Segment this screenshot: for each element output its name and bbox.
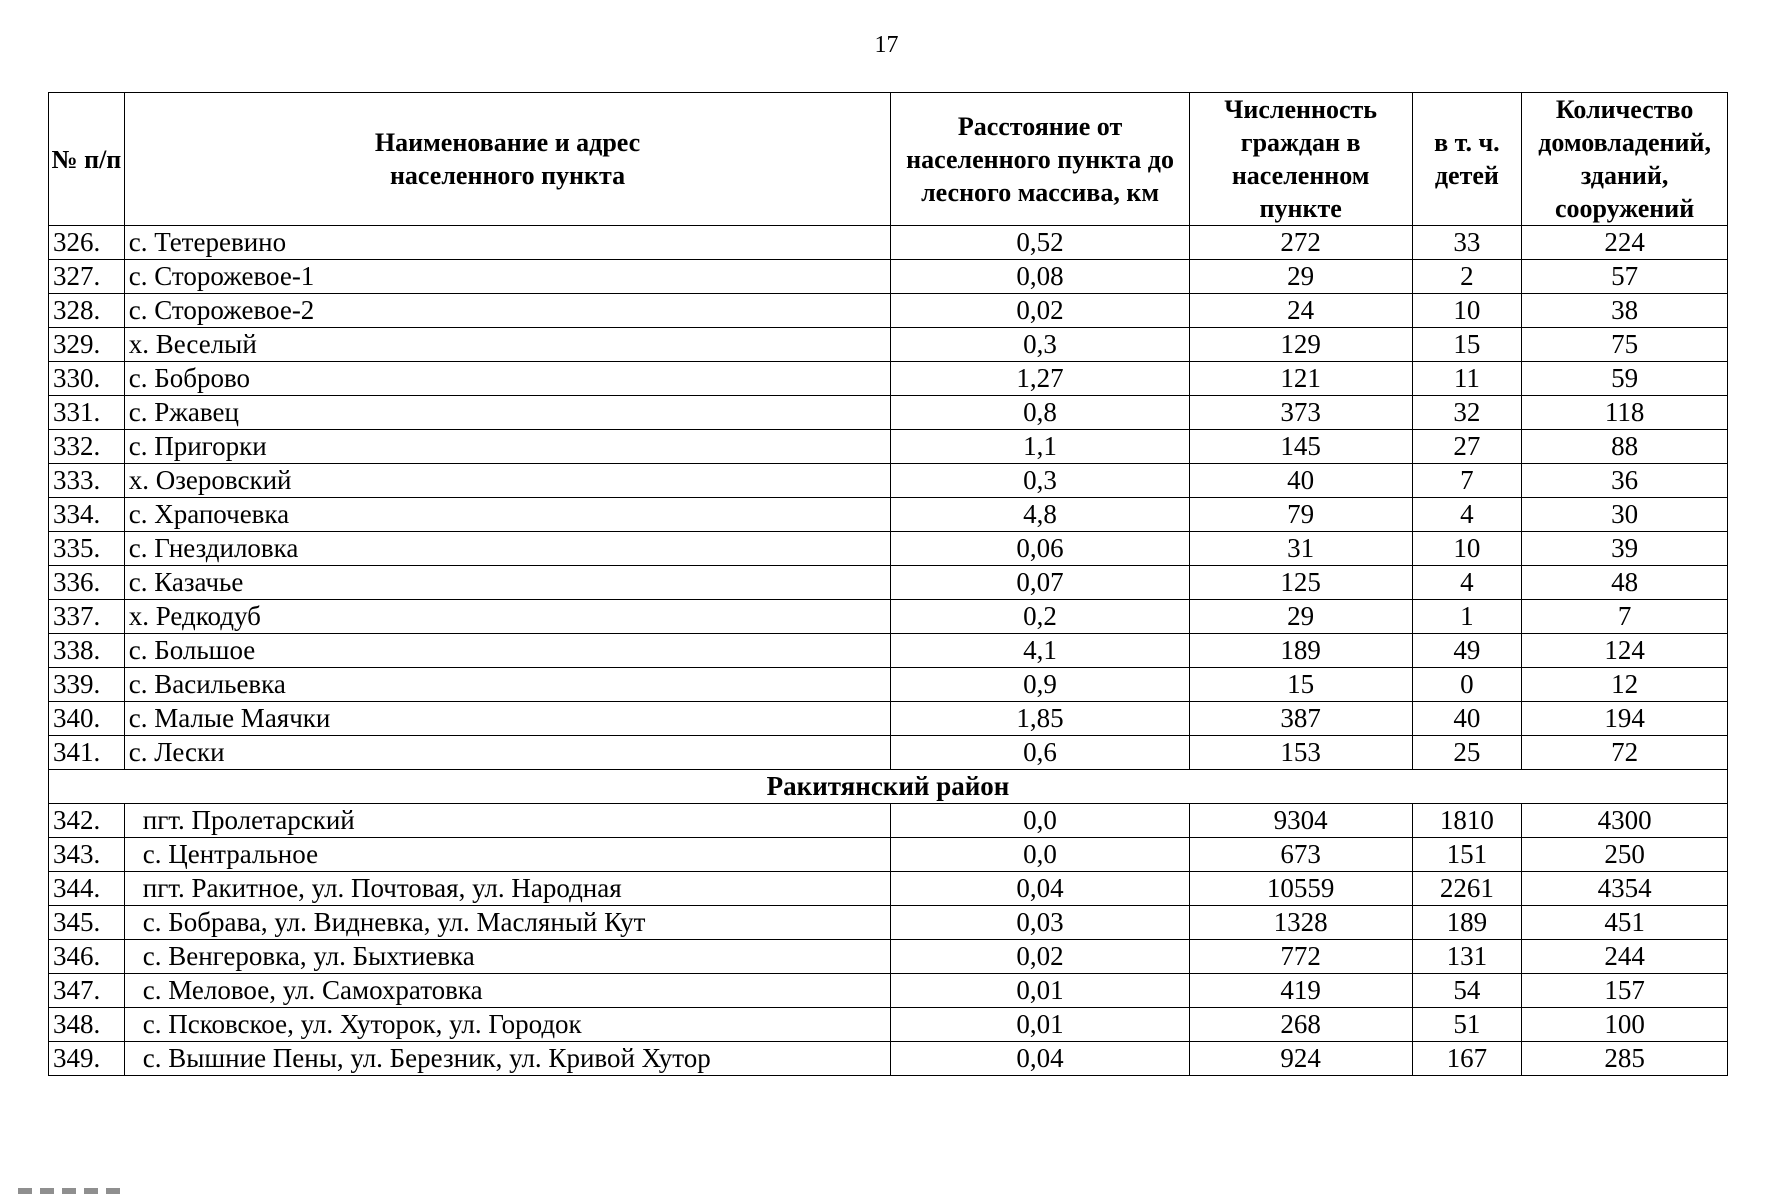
table-section — [49, 770, 1728, 804]
row-name: х. Веселый — [124, 328, 891, 362]
row-population: 673 — [1189, 838, 1412, 872]
row-population: 1328 — [1189, 906, 1412, 940]
row-name: с. Венгеровка, ул. Быхтиевка — [124, 940, 891, 974]
row-children: 15 — [1412, 328, 1522, 362]
row-name: с. Лески — [124, 736, 891, 770]
row-households: 285 — [1522, 1042, 1728, 1076]
row-children: 49 — [1412, 634, 1522, 668]
row-population: 125 — [1189, 566, 1412, 600]
row-households: 451 — [1522, 906, 1728, 940]
row-distance: 0,01 — [891, 974, 1189, 1008]
row-children: 10 — [1412, 532, 1522, 566]
row-number: 334. — [49, 498, 125, 532]
row-children: 167 — [1412, 1042, 1522, 1076]
table-row — [49, 838, 1728, 872]
row-distance: 0,2 — [891, 600, 1189, 634]
table-row — [49, 362, 1728, 396]
row-number: 344. — [49, 872, 125, 906]
row-distance: 0,04 — [891, 872, 1189, 906]
row-number: 331. — [49, 396, 125, 430]
table-row — [49, 634, 1728, 668]
table-header-row — [49, 93, 1728, 226]
scan-artifact — [18, 1188, 128, 1194]
row-distance: 4,8 — [891, 498, 1189, 532]
row-number: 326. — [49, 226, 125, 260]
row-children: 54 — [1412, 974, 1522, 1008]
row-households: 36 — [1522, 464, 1728, 498]
row-households: 4354 — [1522, 872, 1728, 906]
row-number: 327. — [49, 260, 125, 294]
row-households: 59 — [1522, 362, 1728, 396]
row-name: с. Тетеревино — [124, 226, 891, 260]
row-distance: 1,1 — [891, 430, 1189, 464]
row-distance: 1,27 — [891, 362, 1189, 396]
row-distance: 0,3 — [891, 464, 1189, 498]
row-population: 29 — [1189, 260, 1412, 294]
row-households: 38 — [1522, 294, 1728, 328]
row-population: 40 — [1189, 464, 1412, 498]
row-households: 124 — [1522, 634, 1728, 668]
row-children: 1810 — [1412, 804, 1522, 838]
row-name: с. Сторожевое-1 — [124, 260, 891, 294]
table-row — [49, 736, 1728, 770]
row-name: с. Васильевка — [124, 668, 891, 702]
row-population: 189 — [1189, 634, 1412, 668]
row-number: 345. — [49, 906, 125, 940]
row-name: с. Казачье — [124, 566, 891, 600]
row-name: с. Вышние Пены, ул. Березник, ул. Кривой Хутор — [124, 1042, 891, 1076]
row-population: 145 — [1189, 430, 1412, 464]
row-distance: 0,6 — [891, 736, 1189, 770]
row-name: с. Пригорки — [124, 430, 891, 464]
row-name: с. Псковское, ул. Хуторок, ул. Городок — [124, 1008, 891, 1042]
row-name: с. Ржавец — [124, 396, 891, 430]
table-row — [49, 600, 1728, 634]
row-distance: 0,08 — [891, 260, 1189, 294]
table-row — [49, 702, 1728, 736]
row-distance: 4,1 — [891, 634, 1189, 668]
row-distance: 1,85 — [891, 702, 1189, 736]
row-households: 224 — [1522, 226, 1728, 260]
row-distance: 0,02 — [891, 294, 1189, 328]
table-row — [49, 464, 1728, 498]
header-name: Наименование и адрес населенного пункта — [124, 93, 891, 226]
row-households: 118 — [1522, 396, 1728, 430]
row-distance: 0,03 — [891, 906, 1189, 940]
table-row — [49, 566, 1728, 600]
table-body-district — [49, 804, 1728, 1076]
table-row — [49, 1008, 1728, 1042]
row-distance: 0,3 — [891, 328, 1189, 362]
row-households: 100 — [1522, 1008, 1728, 1042]
header-households: Количество домовладений, зданий, сооружений — [1522, 93, 1728, 226]
row-households: 157 — [1522, 974, 1728, 1008]
row-population: 31 — [1189, 532, 1412, 566]
row-number: 330. — [49, 362, 125, 396]
table-row — [49, 328, 1728, 362]
row-number: 337. — [49, 600, 125, 634]
row-population: 153 — [1189, 736, 1412, 770]
row-distance: 0,07 — [891, 566, 1189, 600]
row-distance: 0,8 — [891, 396, 1189, 430]
row-population: 924 — [1189, 1042, 1412, 1076]
row-distance: 0,52 — [891, 226, 1189, 260]
row-number: 336. — [49, 566, 125, 600]
table-row — [49, 906, 1728, 940]
row-population: 129 — [1189, 328, 1412, 362]
table-row — [49, 260, 1728, 294]
row-households: 57 — [1522, 260, 1728, 294]
row-name: пгт. Пролетарский — [124, 804, 891, 838]
row-population: 419 — [1189, 974, 1412, 1008]
row-children: 4 — [1412, 498, 1522, 532]
table-row — [49, 430, 1728, 464]
row-children: 2 — [1412, 260, 1522, 294]
row-name: пгт. Ракитное, ул. Почтовая, ул. Народная — [124, 872, 891, 906]
row-number: 333. — [49, 464, 125, 498]
row-households: 194 — [1522, 702, 1728, 736]
row-number: 338. — [49, 634, 125, 668]
row-households: 12 — [1522, 668, 1728, 702]
row-households: 39 — [1522, 532, 1728, 566]
header-distance: Расстояние от населенного пункта до лесного массива, км — [891, 93, 1189, 226]
header-number: № п/п — [49, 93, 125, 226]
row-name: х. Озеровский — [124, 464, 891, 498]
row-households: 250 — [1522, 838, 1728, 872]
page-number: 17 — [874, 32, 899, 58]
section-title: Ракитянский район — [49, 770, 1728, 804]
row-households: 30 — [1522, 498, 1728, 532]
row-distance: 0,0 — [891, 804, 1189, 838]
row-households: 48 — [1522, 566, 1728, 600]
row-children: 7 — [1412, 464, 1522, 498]
row-population: 79 — [1189, 498, 1412, 532]
header-population: Численность граждан в населенном пункте — [1189, 93, 1412, 226]
row-distance: 0,0 — [891, 838, 1189, 872]
row-name: с. Меловое, ул. Самохратовка — [124, 974, 891, 1008]
table-row — [49, 668, 1728, 702]
section-row — [49, 770, 1728, 804]
row-number: 332. — [49, 430, 125, 464]
row-distance: 0,02 — [891, 940, 1189, 974]
row-name: с. Боброво — [124, 362, 891, 396]
row-number: 346. — [49, 940, 125, 974]
row-households: 88 — [1522, 430, 1728, 464]
row-number: 343. — [49, 838, 125, 872]
table-row — [49, 226, 1728, 260]
row-number: 335. — [49, 532, 125, 566]
row-population: 772 — [1189, 940, 1412, 974]
row-children: 32 — [1412, 396, 1522, 430]
row-households: 4300 — [1522, 804, 1728, 838]
row-distance: 0,06 — [891, 532, 1189, 566]
row-children: 2261 — [1412, 872, 1522, 906]
row-number: 349. — [49, 1042, 125, 1076]
row-distance: 0,9 — [891, 668, 1189, 702]
row-number: 339. — [49, 668, 125, 702]
row-households: 244 — [1522, 940, 1728, 974]
row-population: 24 — [1189, 294, 1412, 328]
row-number: 347. — [49, 974, 125, 1008]
settlements-table — [48, 92, 1728, 1076]
row-number: 342. — [49, 804, 125, 838]
row-children: 33 — [1412, 226, 1522, 260]
row-children: 131 — [1412, 940, 1522, 974]
row-children: 51 — [1412, 1008, 1522, 1042]
row-name: с. Центральное — [124, 838, 891, 872]
row-population: 373 — [1189, 396, 1412, 430]
row-number: 328. — [49, 294, 125, 328]
row-households: 7 — [1522, 600, 1728, 634]
row-name: с. Сторожевое-2 — [124, 294, 891, 328]
row-name: х. Редкодуб — [124, 600, 891, 634]
row-children: 40 — [1412, 702, 1522, 736]
header-children: в т. ч. детей — [1412, 93, 1522, 226]
row-population: 10559 — [1189, 872, 1412, 906]
table-row — [49, 294, 1728, 328]
row-children: 11 — [1412, 362, 1522, 396]
row-population: 268 — [1189, 1008, 1412, 1042]
row-number: 341. — [49, 736, 125, 770]
table-row — [49, 974, 1728, 1008]
row-name: с. Гнездиловка — [124, 532, 891, 566]
row-children: 1 — [1412, 600, 1522, 634]
row-children: 27 — [1412, 430, 1522, 464]
row-population: 29 — [1189, 600, 1412, 634]
table-row — [49, 1042, 1728, 1076]
table-row — [49, 532, 1728, 566]
row-children: 151 — [1412, 838, 1522, 872]
row-population: 272 — [1189, 226, 1412, 260]
row-distance: 0,01 — [891, 1008, 1189, 1042]
row-name: с. Малые Маячки — [124, 702, 891, 736]
row-number: 340. — [49, 702, 125, 736]
row-distance: 0,04 — [891, 1042, 1189, 1076]
row-households: 72 — [1522, 736, 1728, 770]
table-row — [49, 872, 1728, 906]
table-row — [49, 396, 1728, 430]
row-children: 4 — [1412, 566, 1522, 600]
table-row — [49, 804, 1728, 838]
table-body-main — [49, 226, 1728, 770]
table-row — [49, 940, 1728, 974]
row-households: 75 — [1522, 328, 1728, 362]
row-name: с. Большое — [124, 634, 891, 668]
row-population: 121 — [1189, 362, 1412, 396]
row-children: 10 — [1412, 294, 1522, 328]
row-name: с. Бобрава, ул. Видневка, ул. Масляный Кут — [124, 906, 891, 940]
row-population: 387 — [1189, 702, 1412, 736]
row-population: 9304 — [1189, 804, 1412, 838]
table-row — [49, 498, 1728, 532]
row-children: 189 — [1412, 906, 1522, 940]
row-population: 15 — [1189, 668, 1412, 702]
row-number: 348. — [49, 1008, 125, 1042]
row-name: с. Храпочевка — [124, 498, 891, 532]
row-children: 0 — [1412, 668, 1522, 702]
row-number: 329. — [49, 328, 125, 362]
row-children: 25 — [1412, 736, 1522, 770]
